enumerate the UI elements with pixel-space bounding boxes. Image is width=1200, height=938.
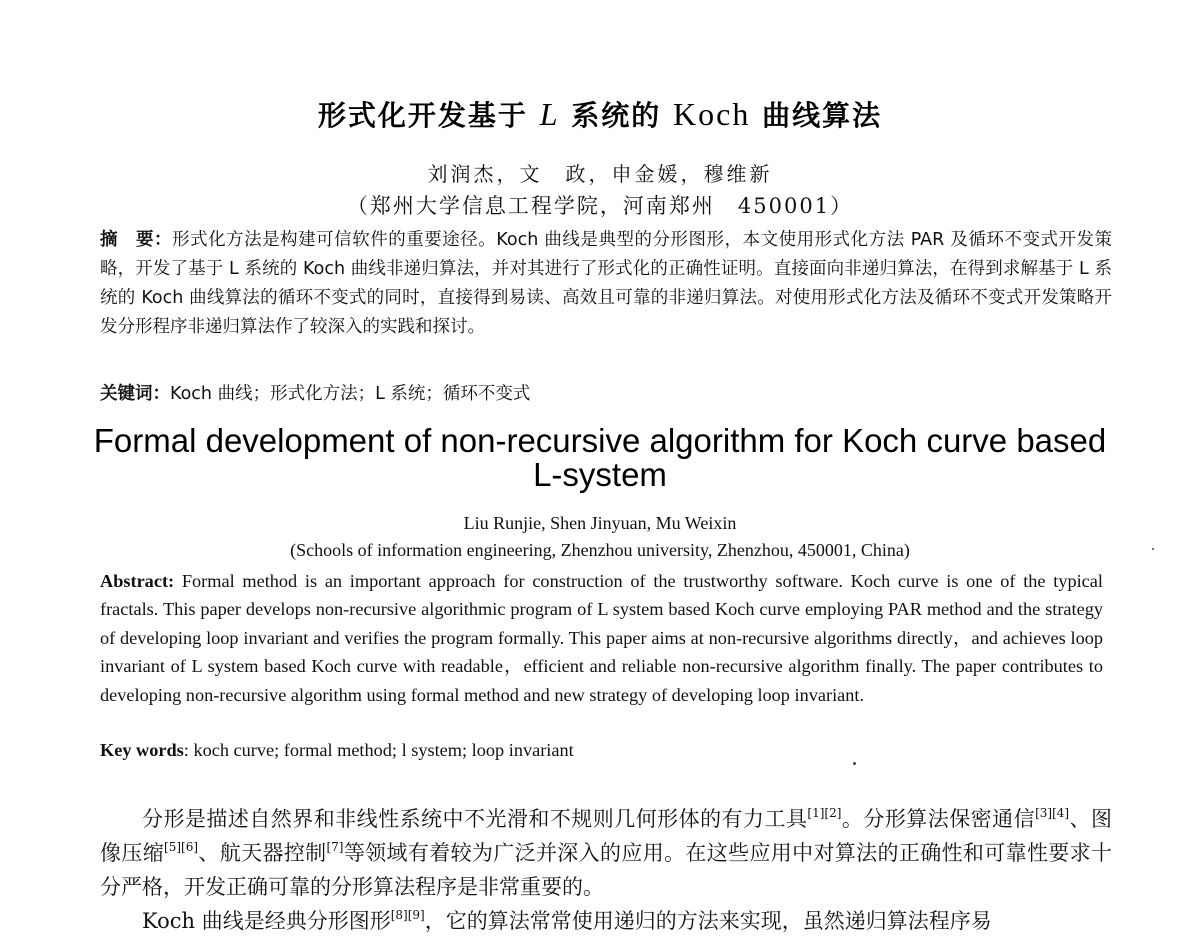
chinese-title-middle: 系统的: [571, 99, 662, 132]
body-paragraph-1: [100, 802, 1112, 904]
english-keywords: [100, 740, 1103, 761]
chinese-keywords-label: 关键词：: [100, 384, 170, 404]
citation-ref: [7]: [326, 840, 344, 854]
chinese-title: [0, 94, 1200, 134]
citation-ref: [3][4]: [1035, 806, 1070, 820]
english-keywords-text: : koch curve; formal method; l system; loop invariant: [183, 740, 574, 760]
body-p2-text-b: ，它的算法常常使用递归的方法来实现，虽然递归算法程序易: [424, 909, 992, 933]
body-p1-text-d: 、航天器控制: [198, 841, 327, 865]
chinese-title-l: L: [539, 96, 560, 132]
body-text: [100, 802, 1112, 938]
english-keywords-label: Key words: [100, 740, 184, 760]
chinese-affiliation: （郑州大学信息工程学院，河南郑州 450001）: [346, 194, 854, 218]
body-p1-text-c: 、图像压缩: [100, 807, 1113, 865]
body-p1-text-e: 等领域有着较为广泛并深入的应用。在这些应用中对算法的正确性和可靠性要求十分严格，开发正确可靠的分形算法程序是非常重要的。: [100, 841, 1113, 899]
chinese-title-koch: Koch: [673, 96, 751, 132]
chinese-abstract-text: 形式化方法是构建可信软件的重要途径。Koch 曲线是典型的分形图形，本文使用形式化方法 PAR 及循环不变式开发策略，开发了基于 L 系统的 Koch 曲线非递归算法，并对其进行了形式化的正确性证明。直接面向非递归算法，在得到求解基于 L 系统的 Koch 曲线算法的循环不变式的同时，直接得到易读、高效且可靠的非递归算法。对使用形式化方法及循环不变式开发策略开发分形程序非递归算法作了较深入的实践和探讨。: [100, 230, 1113, 337]
english-authors: Liu Runjie, Shen Jinyuan, Mu Weixin: [463, 513, 737, 533]
body-p1-text-b: 。分形算法保密通信: [841, 807, 1036, 831]
citation-ref: [1][2]: [807, 806, 842, 820]
english-title: Formal development of non-recursive algorithm for Koch curve based L-system: [93, 422, 1107, 493]
chinese-abstract: [100, 226, 1112, 342]
chinese-keywords: [100, 380, 1112, 405]
chinese-keywords-text: Koch 曲线；形式化方法；L 系统；循环不变式: [170, 384, 531, 404]
body-p2-text-a: Koch 曲线是经典分形图形: [142, 909, 391, 933]
body-p1-text-a: 分形是描述自然界和非线性系统中不光滑和不规则几何形体的有力工具: [142, 807, 808, 831]
english-abstract-label: Abstract:: [100, 571, 175, 591]
body-paragraph-2: [100, 904, 1112, 938]
english-abstract-text: Formal method is an important approach for construction of the trustworthy software. Koch curve is one of the typical fractals. This paper develops non-recursive algorithmic program of L system based Koch curve employing PAR method and the strategy of developing loop invariant and verifies the program formally. This paper aims at non-recursive algorithms directly，and achieves loop invariant of L system based Koch curve with readable，efficient and reliable non-recursive algorithm finally. The paper contributes to developing non-recursive algorithm using formal method and new strategy of developing loop invariant.: [100, 571, 1103, 705]
chinese-abstract-label: 摘 要：: [100, 230, 173, 250]
scan-speck: [1152, 548, 1154, 550]
chinese-title-prefix: 形式化开发基于: [317, 99, 528, 132]
chinese-authors: 刘润杰，文 政，申金媛，穆维新: [427, 162, 773, 186]
english-affiliation: (Schools of information engineering, Zhenzhou university, Zhenzhou, 450001, China): [290, 540, 910, 560]
english-abstract: [100, 567, 1103, 709]
chinese-title-suffix: 曲线算法: [762, 99, 883, 132]
scan-speck: [853, 762, 856, 765]
citation-ref: [5][6]: [164, 840, 199, 854]
citation-ref: [8][9]: [390, 908, 425, 922]
